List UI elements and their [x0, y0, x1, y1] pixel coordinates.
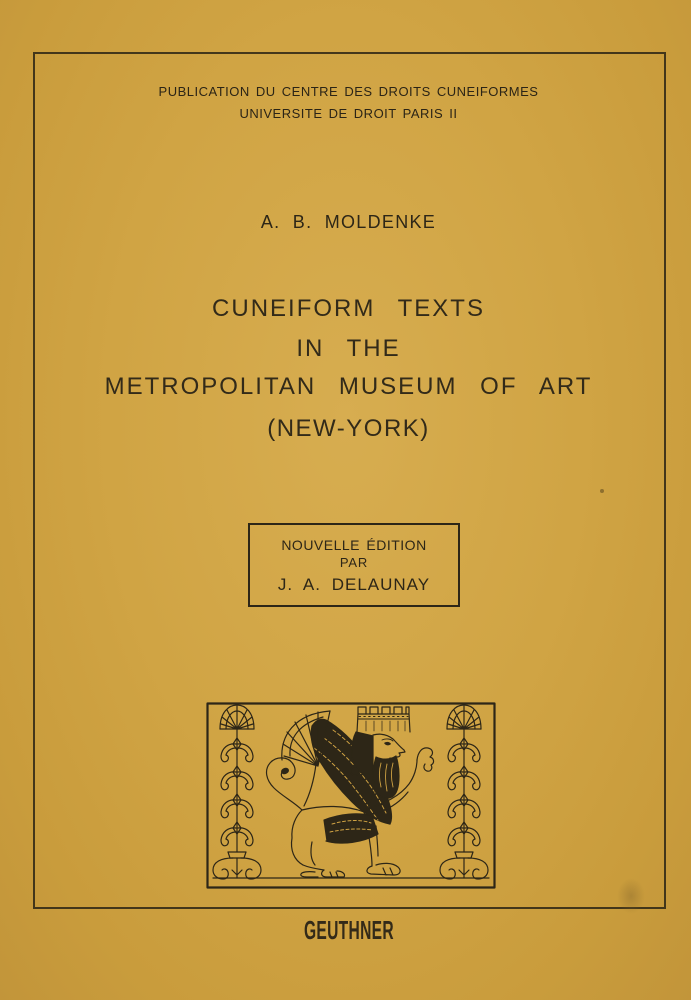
edition-box-line-1: NOUVELLE ÉDITION: [281, 537, 427, 553]
edition-box-line-3: J. A. DELAUNAY: [277, 575, 431, 595]
publication-line-2: UNIVERSITE DE DROIT PARIS II: [239, 106, 458, 121]
publisher-wordmark: GEUTHNER: [303, 915, 394, 945]
palmette-tree-right: [440, 705, 488, 879]
winged-sphinx: [267, 707, 434, 877]
title-line-2: IN THE: [296, 335, 401, 362]
author-name: A. B. MOLDENKE: [260, 212, 437, 232]
palmette-tree-left: [213, 705, 261, 879]
sphinx-illustration-svg: [206, 702, 496, 889]
edition-box-line-2: PAR: [339, 555, 369, 571]
sphinx-illustration: [206, 702, 496, 889]
paper-speck: [600, 489, 604, 493]
title-line-1: CUNEIFORM TEXTS: [212, 295, 485, 322]
title-line-4: (NEW-YORK): [267, 415, 430, 442]
paper-stain: [617, 878, 645, 914]
publisher-name: [3, 917, 691, 943]
title-line-3: METROPOLITAN MUSEUM OF ART: [104, 373, 593, 400]
publication-line-1: PUBLICATION DU CENTRE DES DROITS CUNEIFORMES: [158, 84, 539, 99]
edition-box: [248, 523, 460, 607]
